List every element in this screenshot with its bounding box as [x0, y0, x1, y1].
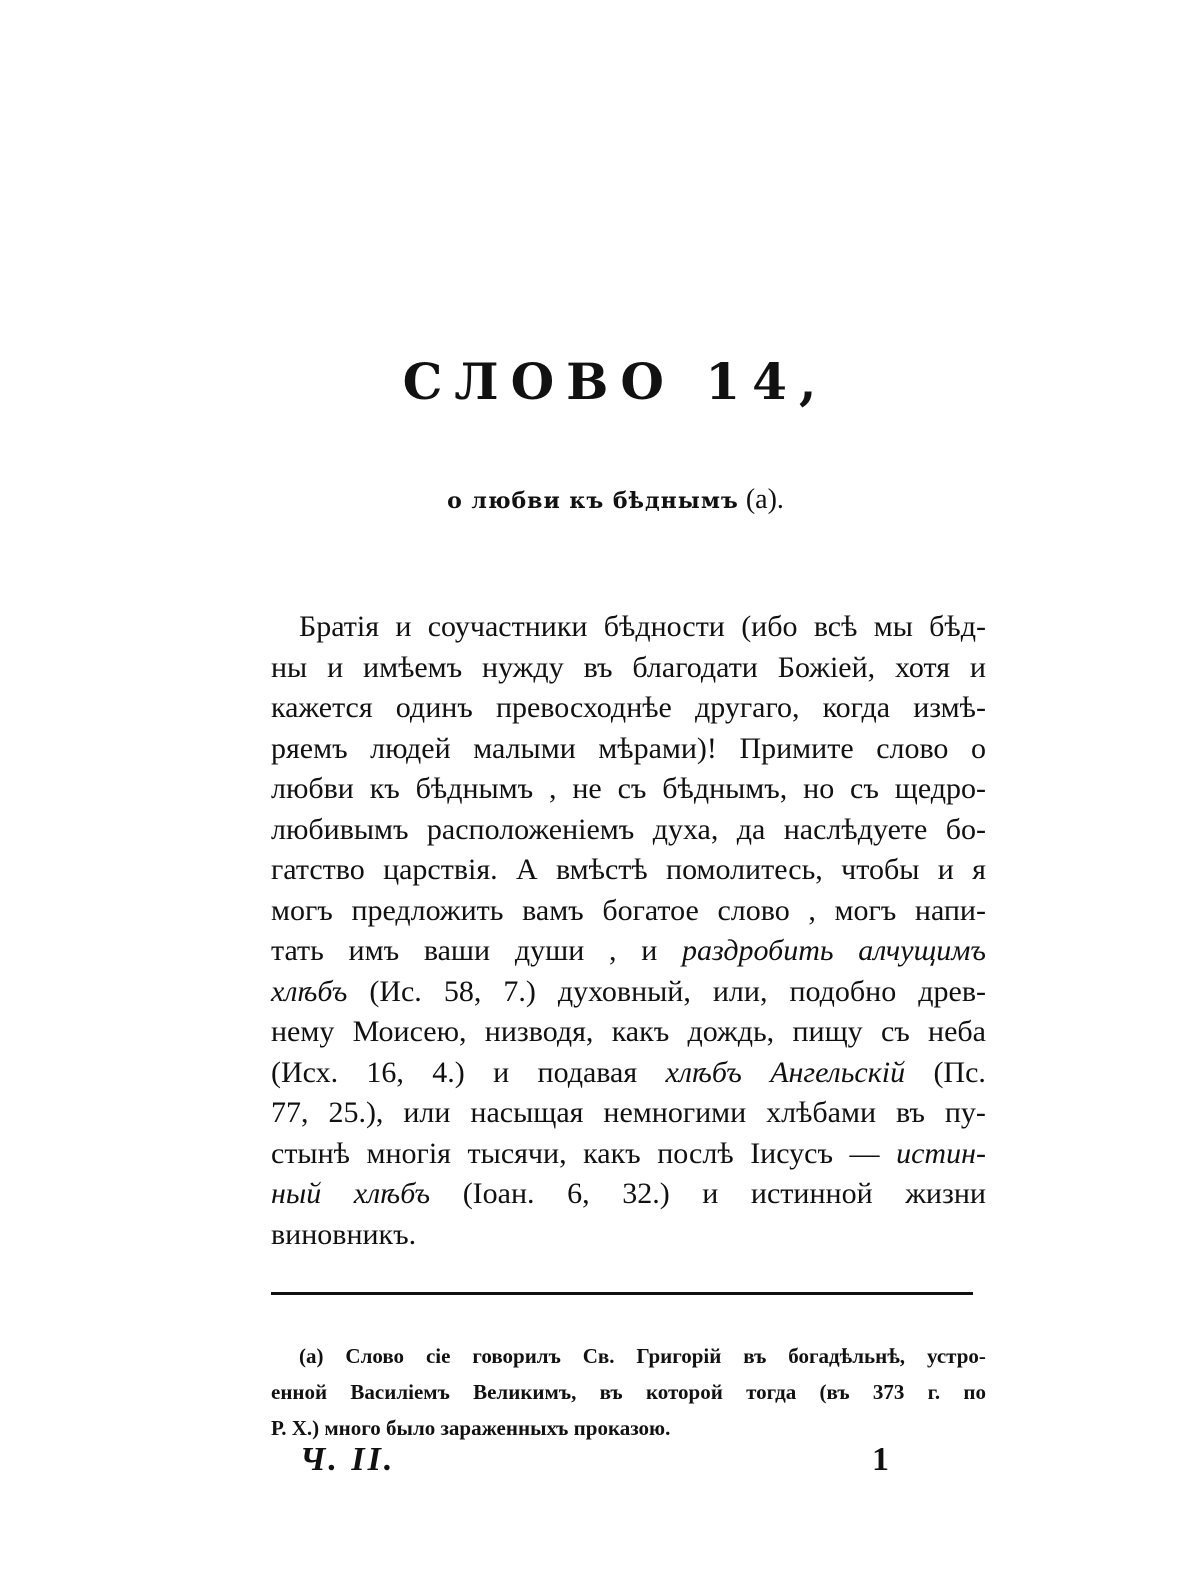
signature-mark: Ч. II.	[300, 1441, 396, 1478]
text-line: нему Моисею, низводя, какъ дождь, пищу съ неба	[271, 1015, 986, 1048]
subtitle-text: о любви къ бѣднымъ	[447, 488, 739, 514]
text-line: тать имъ ваши души , и раздробить алчущимъ	[271, 934, 986, 967]
text-line: любви къ бѣднымъ , не съ бѣднымъ, но съ щедро-	[271, 772, 986, 805]
subtitle-footnote-mark: (а).	[745, 484, 784, 515]
text-line: стынѣ многія тысячи, какъ послѣ Іисусъ — истин-	[271, 1136, 986, 1170]
page-number: 1	[872, 1441, 889, 1478]
subtitle	[0, 482, 1191, 519]
body-text	[271, 607, 986, 1255]
text-line: ряемъ людей малыми мѣрами)! Примите слово о	[271, 731, 986, 765]
text-line: любивымъ расположеніемъ духа, да наслѣдуете бо-	[271, 812, 986, 846]
text-line: могъ предложить вамъ богатое слово , могъ напи-	[271, 893, 986, 927]
page-title: СЛОВО 14,	[402, 352, 829, 411]
text-line: (Исх. 16, 4.) и подавая хлѣбъ Ангельскій (Пс.	[271, 1055, 986, 1089]
text-line: ны и имѣемъ нужду въ благодати Божіей, хотя и	[271, 650, 986, 684]
footnote	[271, 1338, 986, 1446]
text-line: хлѣбъ (Ис. 58, 7.) духовный, или, подобно древ-	[271, 974, 986, 1008]
text-line: Братія и соучастники бѣдности (ибо всѣ мы бѣд-	[299, 610, 986, 643]
footnote-line: (а) Слово сіе говорилъ Св. Григорій въ богадѣльнѣ, устро-	[299, 1344, 986, 1368]
text-line: кажется одинъ превосходнѣе другаго, когда измѣ-	[271, 691, 986, 724]
text-line: виновникъ.	[271, 1217, 417, 1251]
footnote-line: Р. Х.) много было зараженныхъ проказою.	[271, 1416, 671, 1440]
footnote-divider	[271, 1292, 973, 1295]
text-line: гатство царствія. А вмѣстѣ помолитесь, чтобы и я	[271, 853, 986, 886]
text-line: ный хлѣбъ (Іоан. 6, 32.) и истинной жизни	[271, 1177, 986, 1210]
text-line: 77, 25.), или насыщая немногими хлѣбами въ пу-	[271, 1096, 986, 1129]
footnote-line: енной Василіемъ Великимъ, въ которой тогда (въ 373 г. по	[271, 1380, 986, 1404]
